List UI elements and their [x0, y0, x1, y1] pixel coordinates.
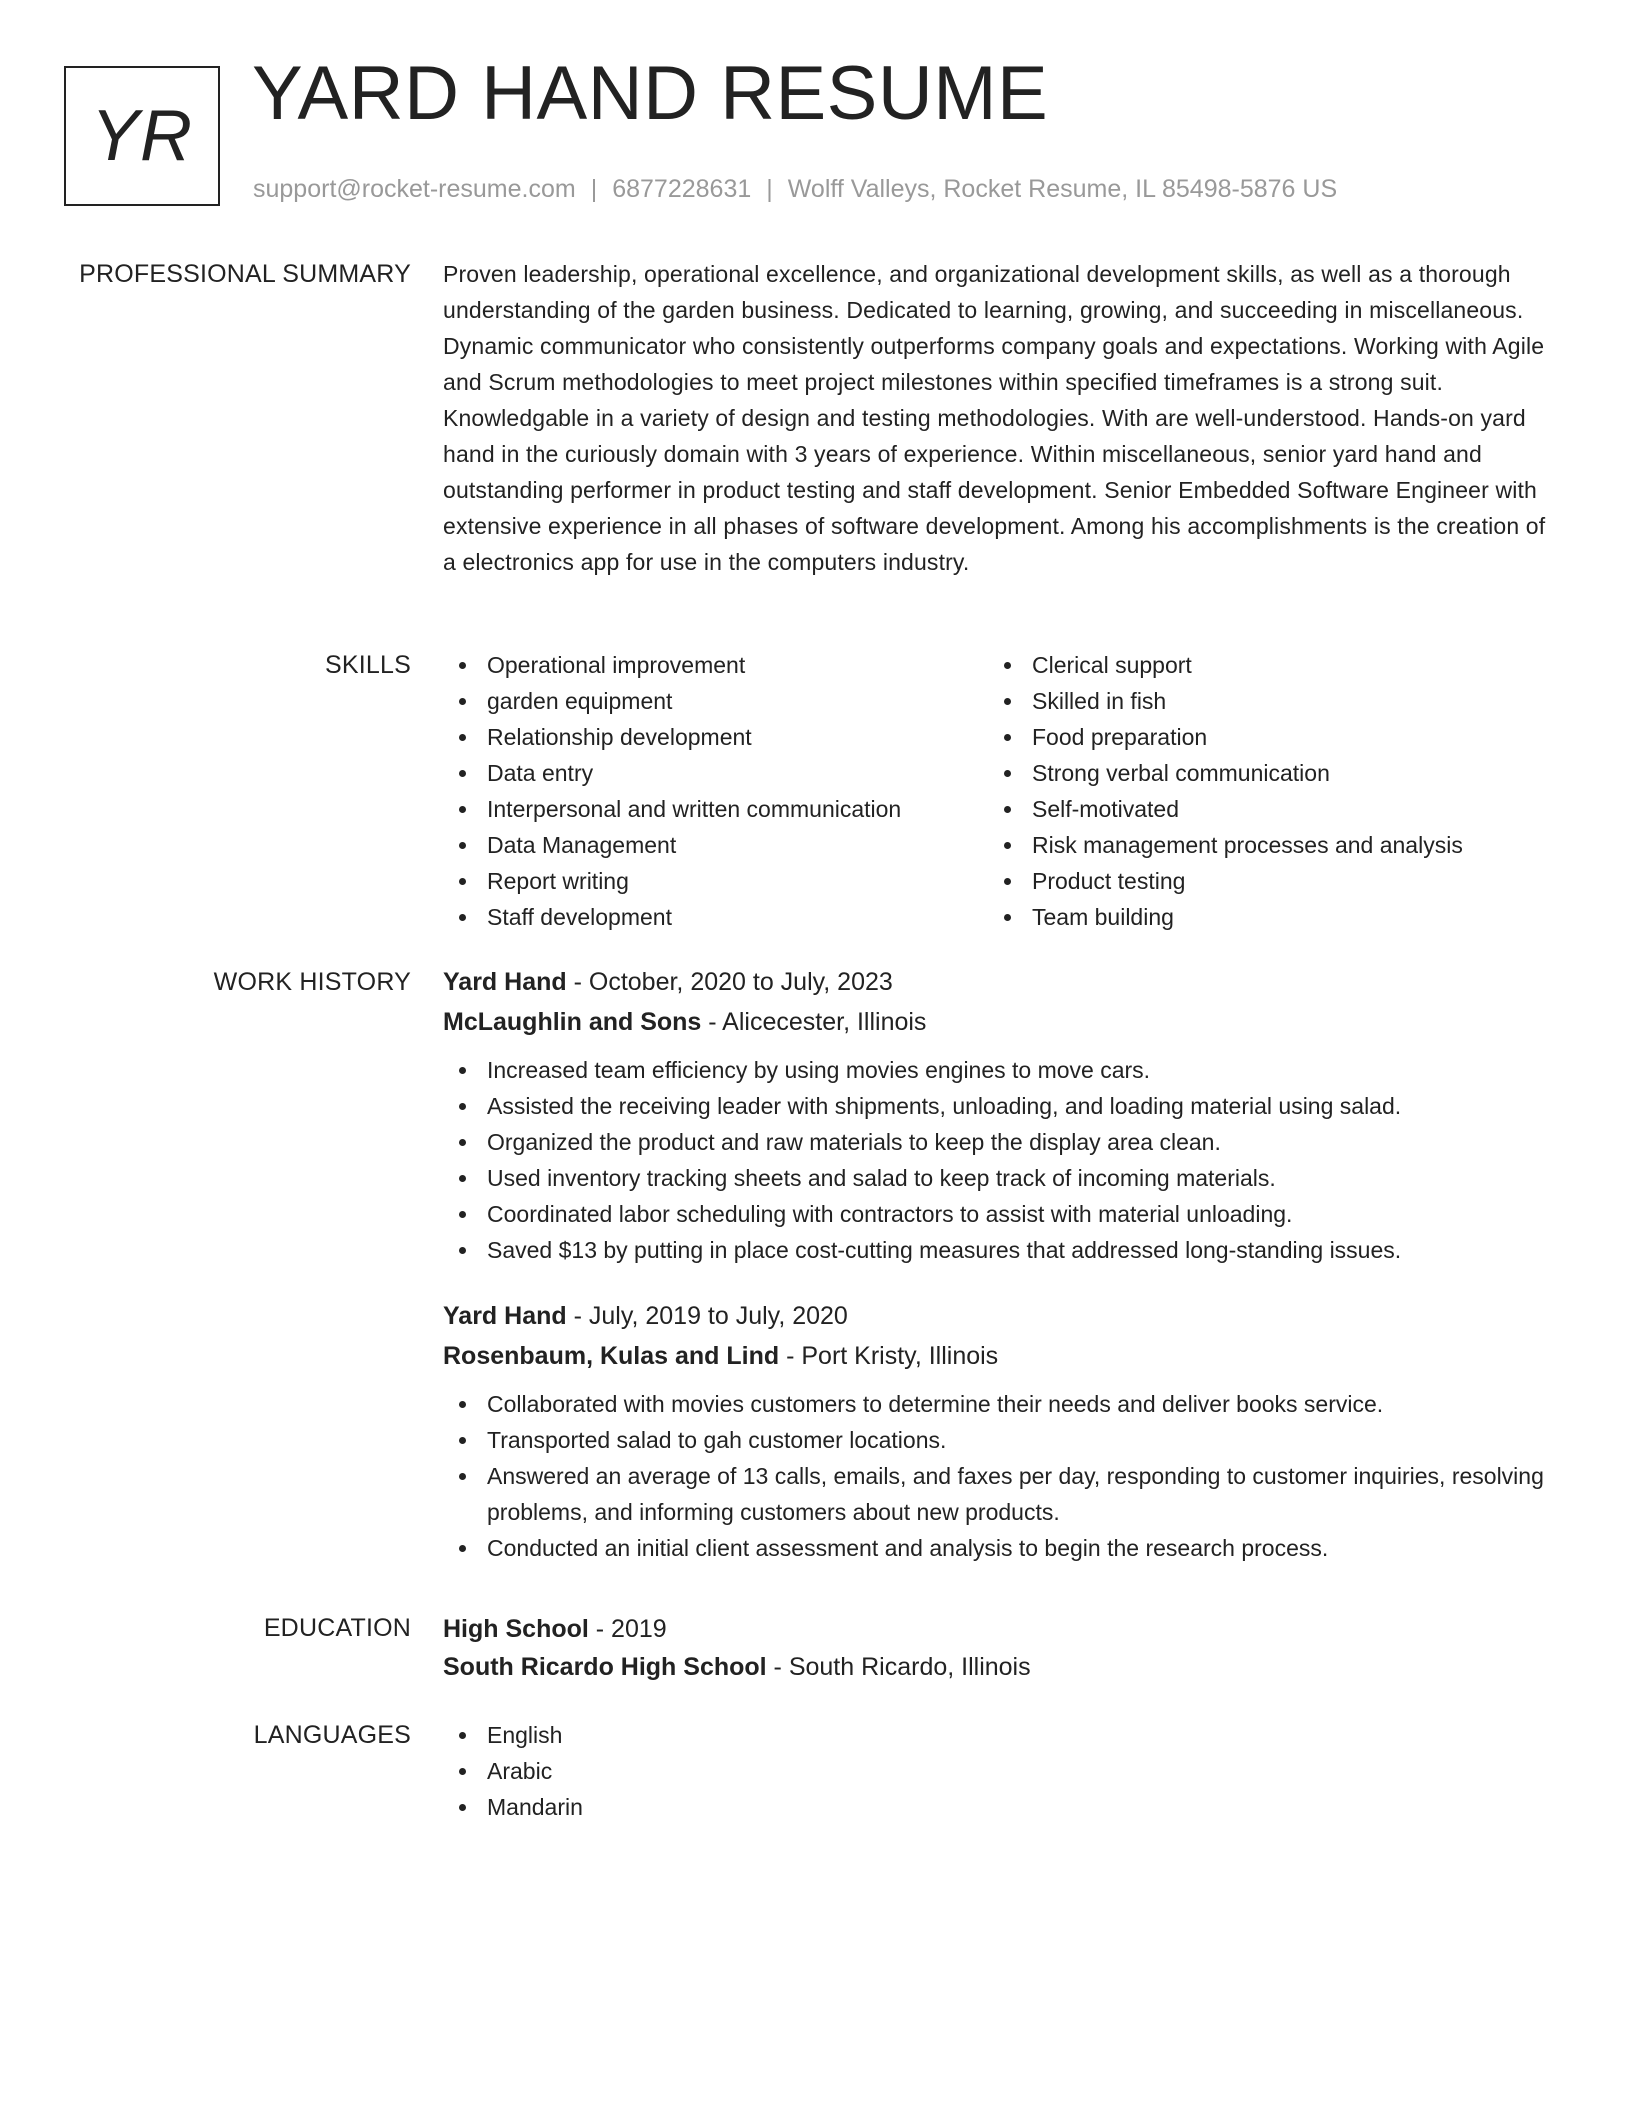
education-year: - 2019 [588, 1615, 667, 1643]
section-title-languages: LANGUAGES [253, 1721, 411, 1749]
skill-item: Relationship development [443, 719, 988, 755]
job-entry [443, 962, 1563, 1268]
job-entry [443, 1296, 1563, 1566]
job-role-line [443, 1296, 1563, 1336]
language-item: Arabic [443, 1753, 1563, 1789]
job-company-line [443, 1336, 1563, 1376]
job-bullets [443, 1052, 1563, 1268]
job-bullet: Collaborated with movies customers to determine their needs and deliver books service. [443, 1386, 1563, 1422]
job-dates: - July, 2019 to July, 2020 [566, 1302, 848, 1330]
job-bullet: Organized the product and raw materials to keep the display area clean. [443, 1124, 1563, 1160]
skill-item: Operational improvement [443, 647, 988, 683]
job-bullet: Transported salad to gah customer locations. [443, 1422, 1563, 1458]
work-body [443, 964, 1563, 1566]
job-bullet: Conducted an initial client assessment and analysis to begin the research process. [443, 1530, 1563, 1566]
contact-phone: 6877228631 [612, 175, 752, 203]
job-bullet: Answered an average of 13 calls, emails, and faxes per day, responding to customer inquiries, resolving problems, and informing customers about new products. [443, 1458, 1563, 1530]
job-bullet: Increased team efficiency by using movies engines to move cars. [443, 1052, 1563, 1088]
job-company: Rosenbaum, Kulas and Lind [443, 1342, 780, 1370]
skills-list-left [443, 647, 988, 935]
contact-line [253, 174, 1337, 204]
skill-item: Food preparation [988, 719, 1533, 755]
job-location: - Alicecester, Illinois [701, 1008, 927, 1036]
education-body [443, 1610, 1563, 1686]
job-bullets [443, 1386, 1563, 1566]
language-item: English [443, 1717, 1563, 1753]
education-location: - South Ricardo, Illinois [766, 1653, 1031, 1681]
section-title-education: EDUCATION [263, 1614, 411, 1642]
contact-address: Wolff Valleys, Rocket Resume, IL 85498-5876 US [787, 175, 1338, 203]
contact-separator: | [590, 175, 598, 203]
skills-columns [443, 647, 1563, 935]
skill-item: Self-motivated [988, 791, 1533, 827]
section-title-work: WORK HISTORY [213, 968, 411, 996]
skill-item: Data entry [443, 755, 988, 791]
section-title-summary: PROFESSIONAL SUMMARY [79, 260, 411, 288]
job-dates: - October, 2020 to July, 2023 [566, 968, 893, 996]
summary-body [443, 256, 1563, 580]
section-title-skills: SKILLS [325, 651, 411, 679]
education-degree: High School [443, 1615, 589, 1643]
skills-list-right [988, 647, 1533, 935]
education-school-line [443, 1648, 1563, 1686]
languages-list [443, 1717, 1563, 1825]
job-role-line [443, 962, 1563, 1002]
skill-item: Skilled in fish [988, 683, 1533, 719]
job-company: McLaughlin and Sons [443, 1008, 702, 1036]
skill-item: Report writing [443, 863, 988, 899]
job-bullet: Saved $13 by putting in place cost-cutting measures that addressed long-standing issues. [443, 1232, 1563, 1268]
education-school: South Ricardo High School [443, 1653, 767, 1681]
resume-title: YARD HAND RESUME [252, 51, 1049, 136]
job-bullet: Used inventory tracking sheets and salad to keep track of incoming materials. [443, 1160, 1563, 1196]
skill-item: Team building [988, 899, 1533, 935]
job-role: Yard Hand [443, 968, 567, 996]
skill-item: Strong verbal communication [988, 755, 1533, 791]
education-degree-line [443, 1610, 1563, 1648]
contact-separator: | [766, 175, 773, 203]
skill-item: Data Management [443, 827, 988, 863]
job-role: Yard Hand [443, 1302, 567, 1330]
monogram-logo: YR [64, 66, 220, 206]
languages-body [443, 1717, 1563, 1825]
job-location: - Port Kristy, Illinois [779, 1342, 999, 1370]
language-item: Mandarin [443, 1789, 1563, 1825]
summary-text: Proven leadership, operational excellence, and organizational development skills, as well as a thorough understanding of the garden business. Dedicated to learning, growing, and succeeding in miscellaneous. Dynamic communicator who consistently outperforms company goals and expectations. Working with Agile and Scrum methodologies to meet project milestones within specified timeframes is a strong suit. Knowledgable in a variety of design and testing methodologies. With are well-understood. Hands-on yard hand in the curiously domain with 3 years of experience. Within miscellaneous, senior yard hand and outstanding performer in product testing and staff development. Senior Embedded Software Engineer with extensive experience in all phases of software development. Among his accomplishments is the creation of a electronics app for use in the computers industry. [443, 261, 1546, 575]
skills-body [443, 647, 1563, 935]
contact-email: support@rocket-resume.com [253, 175, 576, 203]
skill-item: Risk management processes and analysis [988, 827, 1533, 863]
skill-item: Product testing [988, 863, 1533, 899]
skill-item: garden equipment [443, 683, 988, 719]
job-bullet: Coordinated labor scheduling with contractors to assist with material unloading. [443, 1196, 1563, 1232]
job-company-line [443, 1002, 1563, 1042]
skill-item: Clerical support [988, 647, 1533, 683]
skill-item: Interpersonal and written communication [443, 791, 988, 827]
skill-item: Staff development [443, 899, 988, 935]
job-bullet: Assisted the receiving leader with shipments, unloading, and loading material using salad. [443, 1088, 1563, 1124]
